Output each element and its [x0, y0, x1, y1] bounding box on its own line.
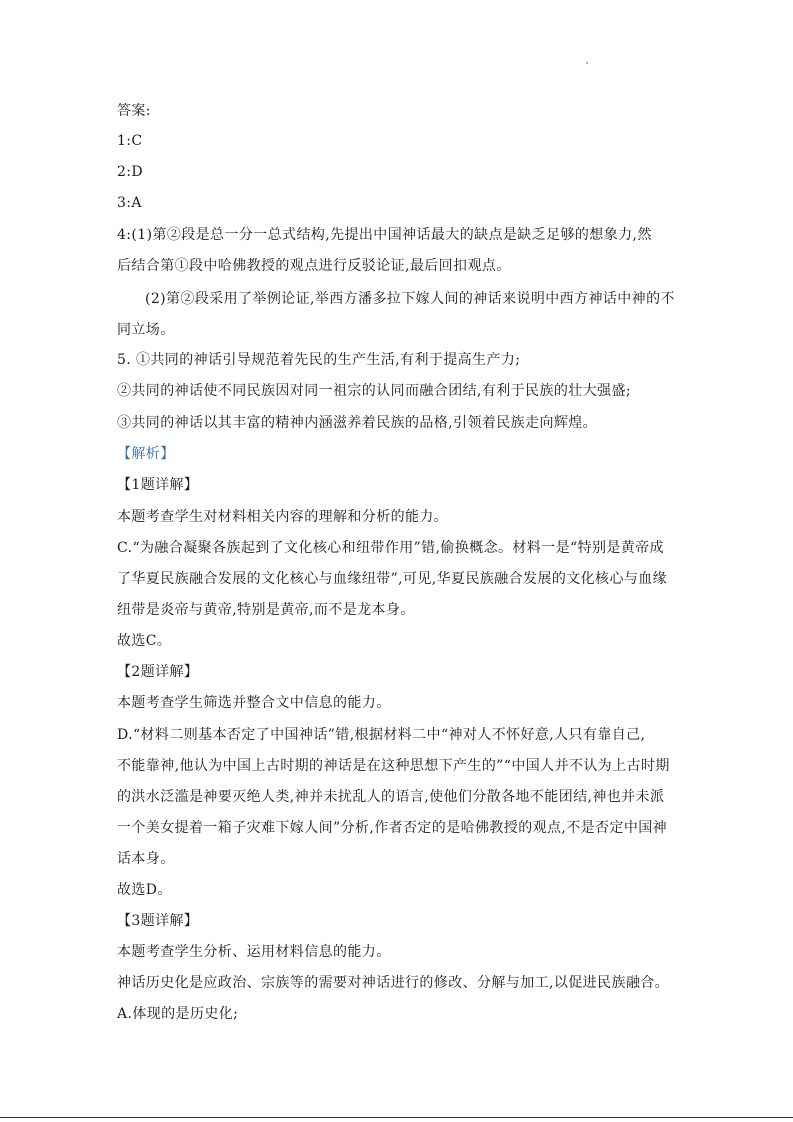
detail-2-line: 不能靠神,他认为中国上古时期的神话是在这种思想下产生的”“中国人并不认为上古时期	[117, 758, 670, 774]
answer-4-part1-line2: 后结合第①段中哈佛教授的观点进行反驳论证,最后回扣观点。	[117, 258, 511, 274]
detail-2-line: 话本身。	[117, 851, 175, 867]
detail-3-intro: 本题考查学生分析、运用材料信息的能力。	[117, 944, 391, 960]
answer-5-point1: 5. ①共同的神话引导规范着先民的生产生活,有利于提高生产力;	[117, 352, 521, 368]
detail-1-line: 了华夏民族融合发展的文化核心与血缘纽带”,可见,华夏民族融合发展的文化核心与血缘	[117, 571, 668, 587]
answer-4-part2-line2: 同立场。	[117, 322, 175, 338]
page-bottom-rule	[0, 1117, 793, 1118]
answer-5-point3: ③共同的神话以其丰富的精神内涵滋养着民族的品格,引领着民族走向辉煌。	[117, 415, 598, 431]
answer-4-part2-line1: (2)第②段采用了举例论证,举西方潘多拉下嫁人间的神话来说明中西方神话中神的不	[145, 291, 675, 307]
detail-3-line: A.体现的是历史化;	[117, 1006, 239, 1022]
answer-3: 3:A	[117, 195, 142, 211]
detail-3-line: 神话历史化是应政治、宗族等的需要对神话进行的修改、分解与加工,以促进民族融合。	[117, 975, 670, 991]
answer-1: 1:C	[117, 133, 143, 149]
detail-2-line: 一个美女提着一箱子灾难下嫁人间”分析,作者否定的是哈佛教授的观点,不是否定中国神	[117, 820, 668, 836]
detail-1-choice: 故选C。	[117, 633, 172, 649]
page-mark-dot	[586, 62, 588, 64]
detail-1-line: C.“为融合凝聚各族起到了文化核心和纽带作用”错,偷换概念。材料一是“特别是黄帝成	[117, 540, 664, 556]
answers-heading: 答案:	[117, 103, 151, 119]
answer-4-part1-line1: 4:(1)第②段是总一分一总式结构,先提出中国神话最大的缺点是缺乏足够的想象力,然	[117, 227, 652, 243]
answer-5-point2: ②共同的神话使不同民族因对同一祖宗的认同而融合团结,有利于民族的壮大强盛;	[117, 383, 631, 399]
detail-3-title: 【3题详解】	[117, 913, 199, 929]
detail-2-line: D.“材料二则基本否定了中国神话”错,根据材料二中“神对人不怀好意,人只有靠自己,	[117, 727, 646, 743]
detail-2-choice: 故选D。	[117, 882, 172, 898]
detail-2-title: 【2题详解】	[117, 664, 199, 680]
detail-1-line: 纽带是炎帝与黄帝,特别是黄帝,而不是龙本身。	[117, 602, 415, 618]
analysis-label: 【解析】	[117, 446, 175, 462]
answer-2: 2:D	[117, 164, 144, 180]
detail-2-line: 的洪水泛滥是神要灭绝人类,神并未扰乱人的语言,使他们分散各地不能团结,神也并未派	[117, 789, 665, 805]
detail-2-intro: 本题考查学生筛选并整合文中信息的能力。	[117, 695, 391, 711]
detail-1-title: 【1题详解】	[117, 477, 199, 493]
detail-1-intro: 本题考查学生对材料相关内容的理解和分析的能力。	[117, 509, 449, 525]
